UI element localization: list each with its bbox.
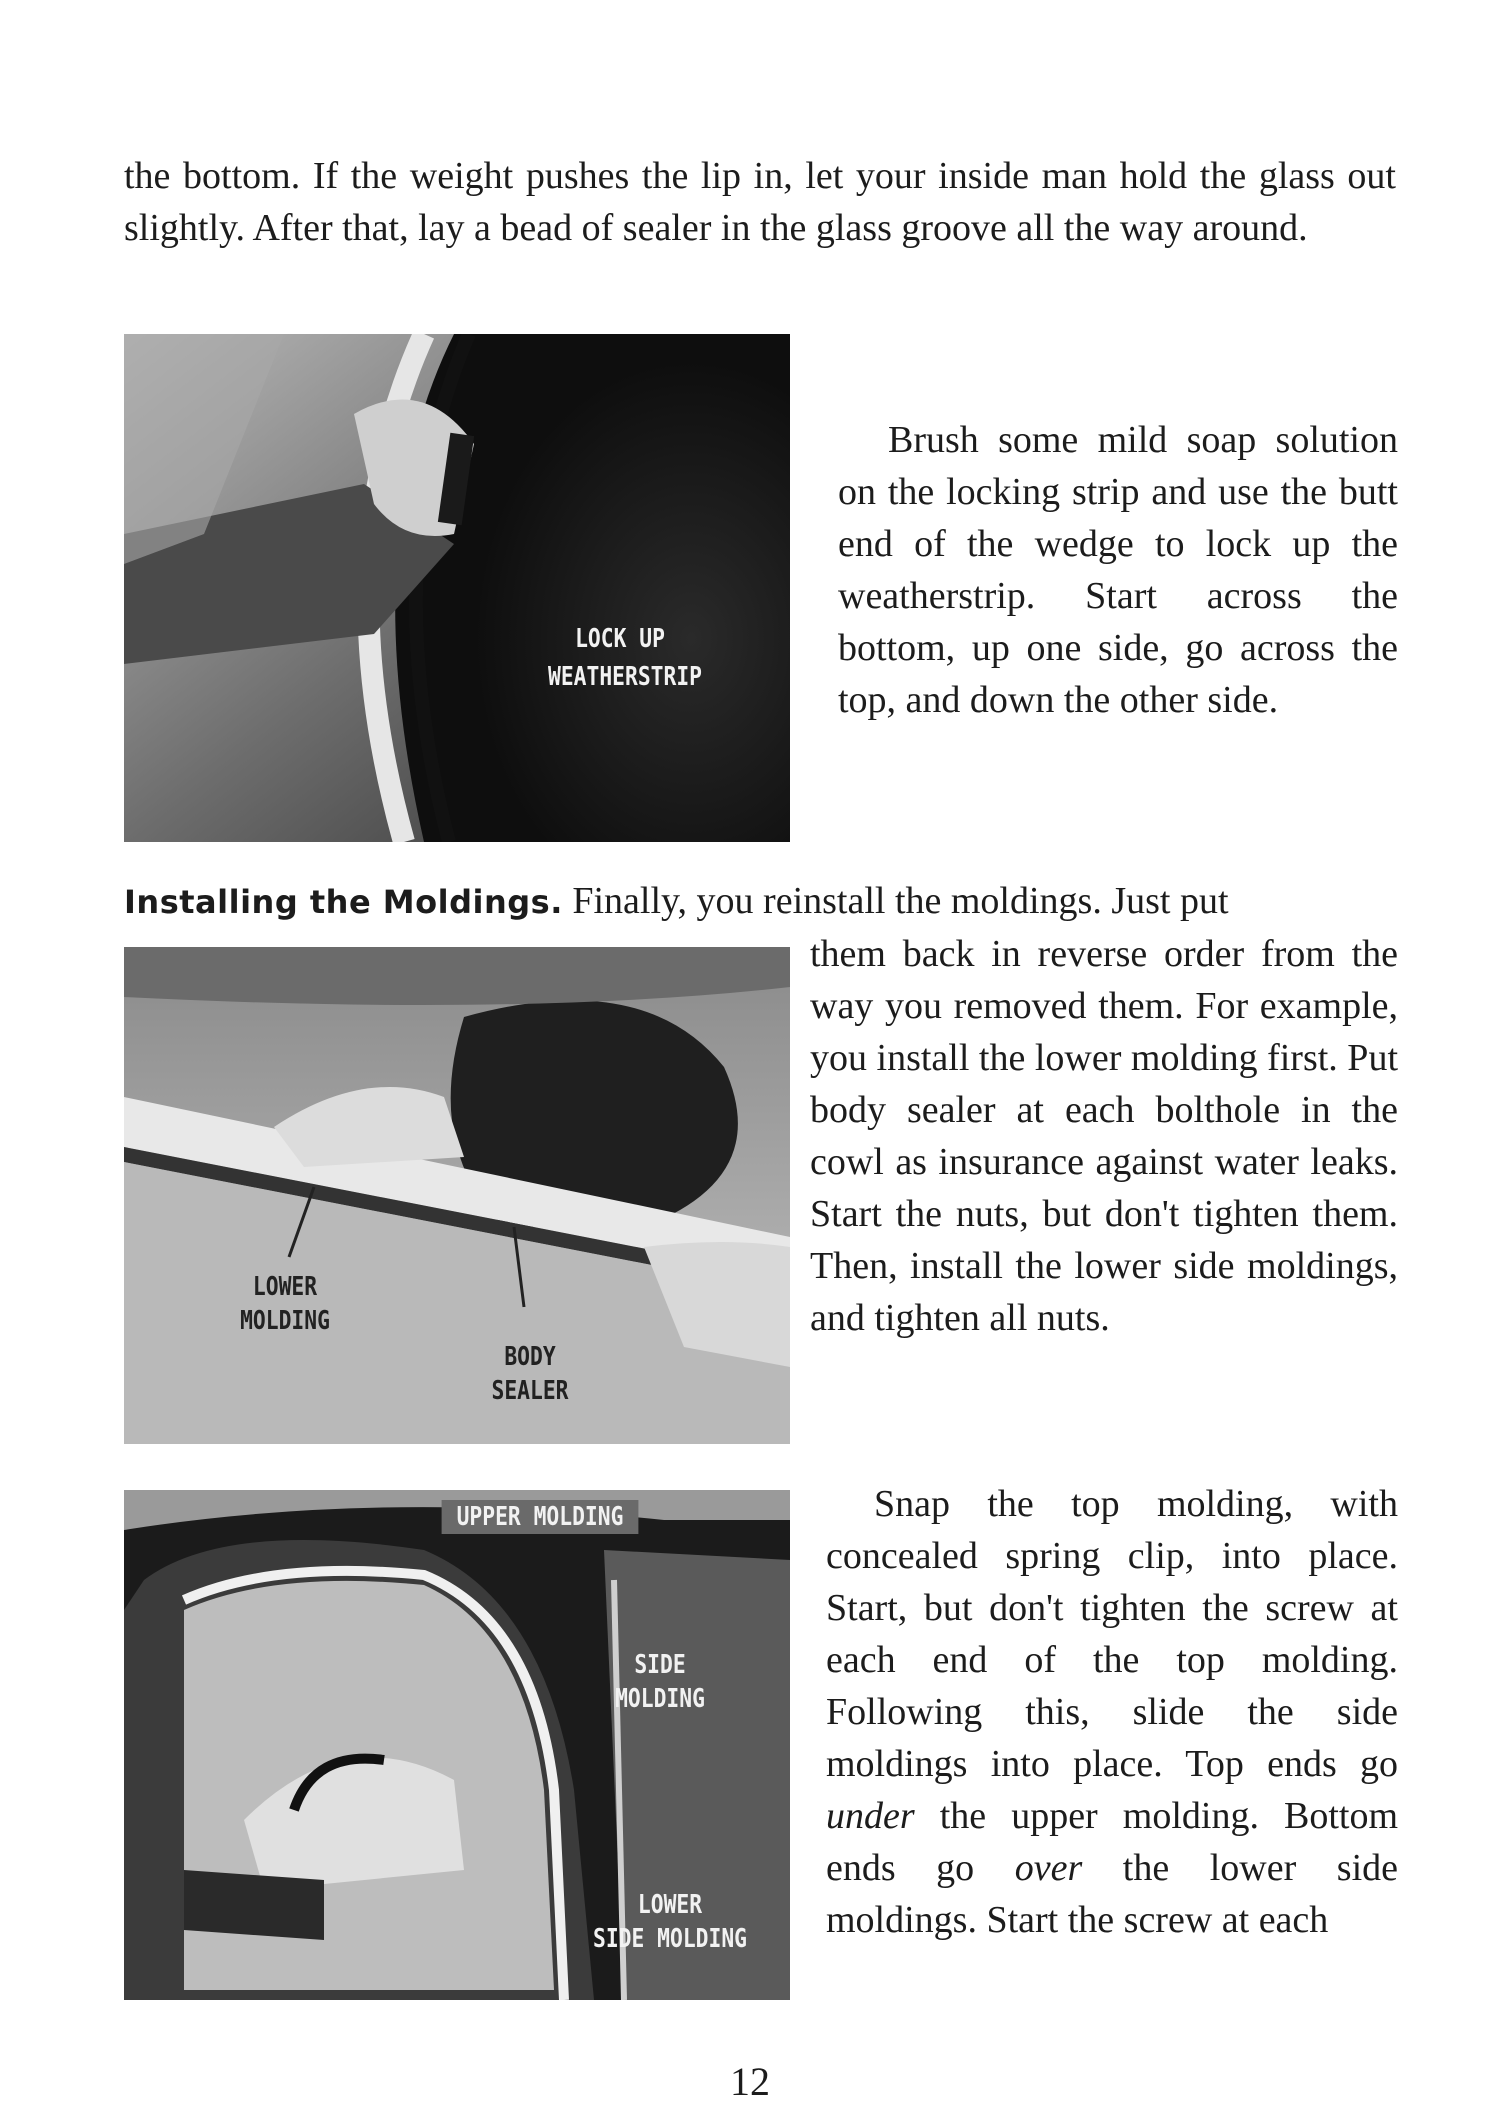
moldings-text: Finally, you reinstall the moldings. Just put	[572, 880, 1229, 922]
emphasis-under: under	[826, 1795, 915, 1837]
lock-up-weatherstrip-photo	[124, 334, 790, 842]
caption-line: LOCK UP	[575, 624, 665, 654]
caption-line: LOWER	[637, 1890, 703, 1920]
caption-line: SIDE	[634, 1650, 686, 1680]
section-heading: Installing the Moldings.	[124, 883, 563, 921]
page-number: 12	[730, 2059, 770, 2104]
side-molding-label	[594, 1648, 725, 1716]
body-sealer-label	[473, 1340, 588, 1408]
text-run: the upper molding. Bottom ends go	[826, 1795, 1399, 1889]
caption-line: WEATHERSTRIP	[547, 662, 703, 692]
caption-line: SEALER	[491, 1376, 569, 1406]
text-run: Snap the top molding, with concealed spring clip, into place. Start, but don't tighten the screw at each end of the top molding. Following this, slide the side moldings into place. Top ends go	[826, 1483, 1398, 1785]
caption-line: UPPER MOLDING	[456, 1502, 624, 1532]
lower-molding-photo	[124, 947, 790, 1444]
weatherstrip-caption	[527, 660, 724, 694]
text-run: the lower side moldings. Start the screw at each	[826, 1847, 1398, 1941]
moldings-text-rest: them back in reverse order from the way you removed them. For example, you install the lower molding first. Put body sealer at each bolthole in the cowl as insurance against water leaks. Start the nuts, but don't tighten them. Then, install the lower side moldings, and tighten all nuts.	[810, 933, 1398, 1339]
caption-line: BODY	[504, 1342, 556, 1372]
upper-molding-paragraph	[826, 1478, 1398, 1946]
lower-molding-label	[224, 1270, 347, 1338]
lower-side-molding-label	[580, 1888, 760, 1956]
upper-molding-label	[442, 1500, 639, 1534]
caption-line: LOWER	[252, 1272, 318, 1302]
lock-up-caption	[538, 622, 702, 656]
caption-line: MOLDING	[240, 1306, 330, 1336]
intro-paragraph: the bottom. If the weight pushes the lip in, let your inside man hold the glass out slightly. After that, lay a bead of sealer in the glass groove all the way around.	[124, 155, 1396, 249]
caption-line: SIDE MOLDING	[592, 1924, 748, 1954]
caption-line: MOLDING	[615, 1684, 705, 1714]
emphasis-over: over	[1014, 1847, 1083, 1889]
weatherstrip-paragraph: Brush some mild soap solution on the locking strip and use the butt end of the wedge to lock up the weatherstrip. Start across the bottom, up one side, go across the top, and down the other side.	[838, 419, 1398, 721]
